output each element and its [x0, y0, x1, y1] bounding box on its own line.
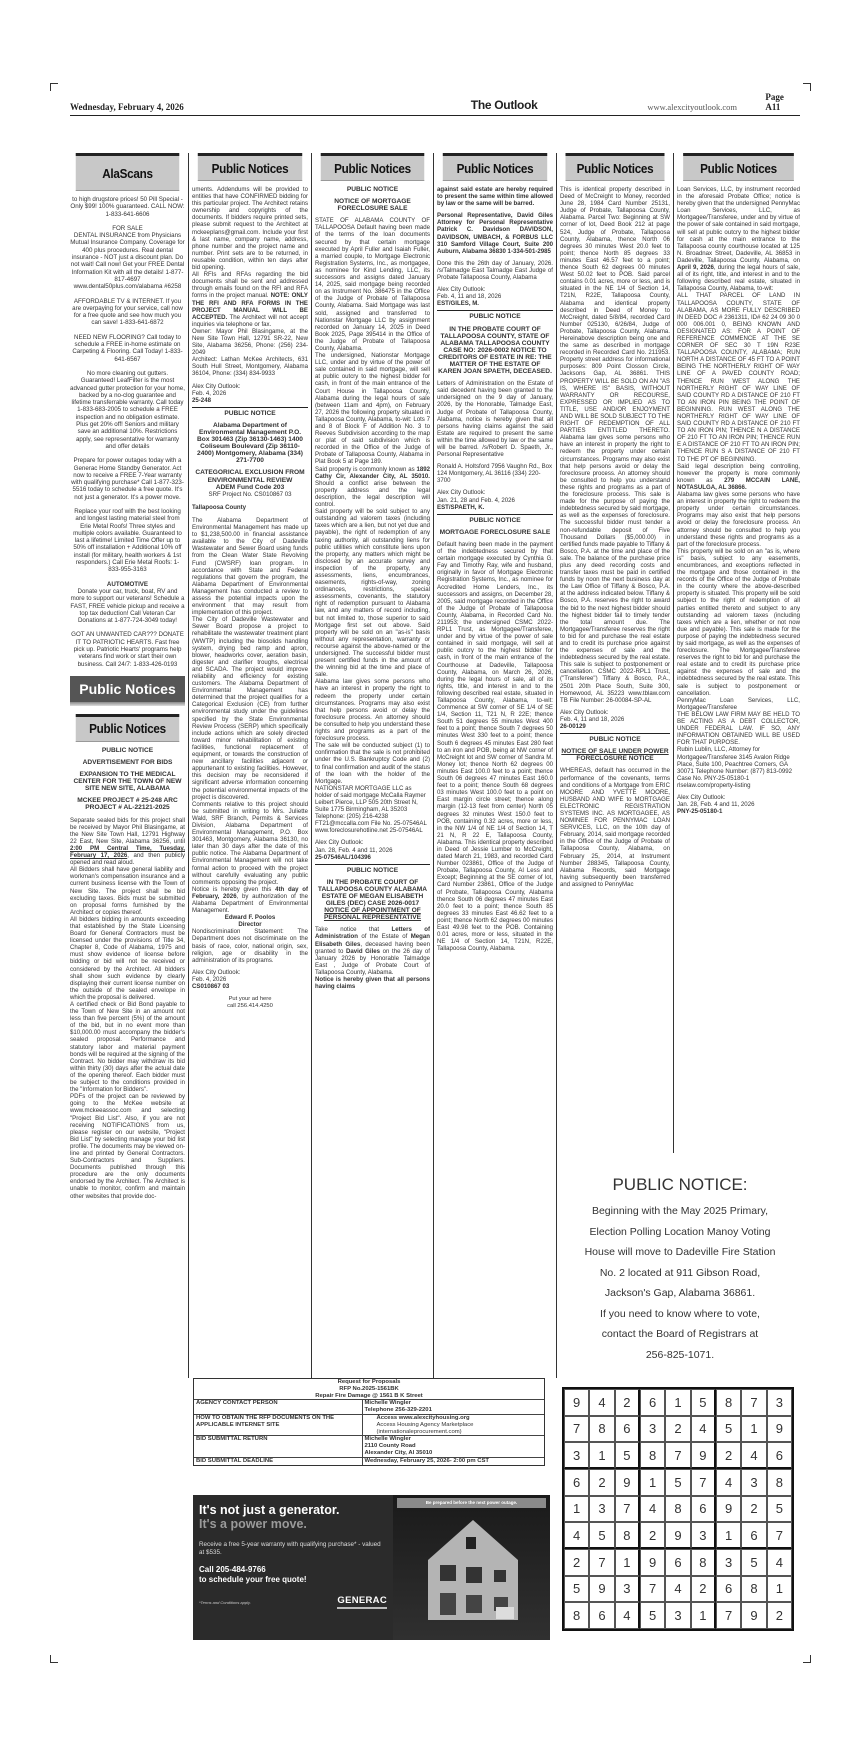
notice-text: Said property will be sold subject to any outstanding ad valorem taxes (including taxes which are a lien, but not yet due and payable), the right of redemption of any taxing authority, all outstanding liens for public utilities which constitute liens upon the property, any matters which might be disclosed by an accurate survey and inspection of the property, any assessments, liens, encumbrances, easements, rights-of-way, zoning ordinances, restrictions, special assessments, covenants, the statutory right of redemption pursuant to Alabama law, and any matters of record including, but not limited to, those superior to said Mortgage first set out above. Said property will be sold on an "as-is" basis without any representation, warranty or recourse against the above-named or the undersigned. The successful bidder must present certified funds in the amount of the winning bid at the time and place of sale. — [315, 508, 430, 679]
notice-text: The Architect will not accept inquiries via telephone or fax. — [192, 313, 308, 328]
ad-subheadline: It's a power move. — [199, 1517, 307, 1531]
notice-heading: ADEM Fund Code 203 — [215, 483, 285, 491]
ad-phone: Call 205-484-9766 — [199, 1565, 266, 1574]
sudoku-cell: 8 — [564, 1602, 589, 1629]
divider — [315, 864, 430, 865]
house-ad-phone: call 256.414.4250 — [227, 1003, 273, 1010]
signatory-title: Director — [238, 921, 262, 929]
publication-code: 26-00129 — [560, 723, 586, 731]
notice-heading: EXPANSION TO THE MEDICAL CENTER FOR THE TOWN OF NEW SITE NEW SITE, ALABAMA — [73, 771, 182, 793]
sudoku-cell: 8 — [691, 1549, 716, 1576]
sudoku-cell: 3 — [691, 1522, 716, 1549]
sudoku-cell: 7 — [640, 1576, 665, 1603]
sudoku-solution-grid — [562, 1387, 794, 1631]
issue-date: Wednesday, February 4, 2026 — [70, 102, 184, 112]
sudoku-cell: 3 — [589, 1496, 614, 1523]
rfp-value-line: 2110 County Road — [364, 1443, 416, 1450]
masthead — [70, 92, 800, 116]
rfp-value-line: Michelle Wingler — [364, 1400, 411, 1407]
sudoku-cell: 9 — [767, 1416, 792, 1443]
notice-kicker: PUBLIC NOTICE — [589, 736, 641, 744]
notice-text: Loan Services, LLC, by instrument recorded in the aforesaid Probate Office; notice is hereby given that the undersigned PennyMac Loan Services, LLC, as Mortgagee/Transferee, under and by virtue of the power of sale contained in said mortgage, will sell at public outcry to the highest bidder for cash at the main entrance to the Tallapoosa county courthouse located at 125 N. Broadnax Street, Dadeville, AL 36853 in Dadeville, Tallapoosa County, Alabama, on — [677, 186, 800, 264]
crop-mark — [50, 1655, 58, 1663]
sudoku-cell: 4 — [640, 1496, 665, 1523]
rfp-link[interactable]: Access Housing Agency Marketplace (internationaleprocurement.com) — [376, 1421, 474, 1435]
sudoku-cell: 3 — [615, 1576, 640, 1603]
notice-heading: CATEGORICAL EXCLUSION FROM ENVIRONMENTAL REVIEW — [195, 469, 305, 484]
sudoku-cell: 9 — [615, 1469, 640, 1496]
crop-mark — [50, 83, 58, 91]
election-line: If you need to know where to vote, — [600, 1307, 760, 1320]
owner-info: Owner: Mayor Phil Blasingame, at the New Site Town Hall, 12791 SR-22, New Site, Alabama 36256, Phone: (256) 234-2049 — [192, 327, 308, 357]
section-header-public-notices: Public Notices — [76, 714, 180, 742]
notice-heading: IN THE PROBATE COURT OF TALLAPOOSA COUNTY ALABAMA ESTATE OF MEGAN ELISABETH GILES (DEC) CASE 2026-0017 — [317, 878, 428, 908]
notice-text: All RFIs and RFAs regarding the bid documents shall be sent and addressed through emails found on the RFI and RFA forms in the project manual. — [192, 271, 308, 300]
column-alascans — [70, 153, 185, 1653]
table-row — [194, 1457, 544, 1464]
notice-text: David Giles — [345, 947, 381, 955]
publication-code: EST/GILES, M. — [437, 300, 479, 308]
divider — [437, 514, 553, 515]
publication-label: Alex City Outlook: — [677, 793, 726, 801]
column-public-notices-2 — [192, 153, 308, 1378]
sudoku-cell: 8 — [615, 1522, 640, 1549]
sudoku-cell: 6 — [589, 1602, 614, 1629]
crop-mark — [803, 1655, 811, 1663]
notice-date: 4th day of February, 2026 — [192, 885, 308, 900]
notice-heading: NOTICE OF APPOINTMENT OF PERSONAL REPRESENTATIVE — [323, 907, 422, 922]
ad-tagline: Be prepared before the next power outage. — [397, 1498, 546, 1508]
sudoku-cell: 6 — [564, 1469, 589, 1496]
section-header-alascans: AlaScans — [76, 153, 180, 191]
alascans-classifieds — [70, 196, 185, 668]
sudoku-cell: 6 — [716, 1576, 741, 1603]
election-line: contact the Board of Registrars at — [601, 1328, 759, 1340]
publication-label: Alex City Outlook: — [192, 968, 241, 976]
srf-project: SRF Project No. CS010867 03 — [208, 490, 292, 498]
sudoku-cell: 1 — [564, 1496, 589, 1523]
publication-code: 25-248 — [192, 396, 211, 404]
sudoku-cell: 1 — [640, 1469, 665, 1496]
election-notice — [560, 1175, 800, 1365]
sudoku-cell: 7 — [767, 1522, 792, 1549]
sudoku-cell: 4 — [564, 1522, 589, 1549]
attorney-info: Ronald A. Holtsford 7956 Vaughn Rd., Box 124 Montgomery, AL 36116 (334) 220-3700 — [437, 463, 553, 485]
sudoku-cell: 2 — [767, 1602, 792, 1629]
publication-dates: Jan. 21, 28 and Feb. 4, 2026 — [437, 496, 515, 504]
rfp-link[interactable]: Access www.alexcityhousing.org — [376, 1414, 470, 1421]
sudoku-cell: 9 — [589, 1576, 614, 1603]
sudoku-cell: 4 — [691, 1416, 716, 1443]
notice-text: The Alabama Department of Environmental Management has made up to $1,238,500.00 in financial assistance available to the City of Dadeville Wastewater and Sewer Board using funds from the Clean Water State Revolving Fund (CWSRF) loan program. In accordance with State and Federal regulations that govern the program, the Alabama Department of Environmental Management has conducted a review to assess the potential impacts upon the environment that may result from implementation of this project. — [192, 516, 308, 617]
section-header-public-notices: Public Notices — [566, 153, 665, 181]
notice-text: Megan Elisabeth Giles — [315, 933, 430, 948]
publication-dates: Feb. 4, 11 and 18, 2026 — [437, 293, 502, 301]
publication-label: Alex City Outlook: — [315, 839, 364, 847]
property-address: 279 MCCAIN LANE, NOTASULGA, AL 36866. — [677, 476, 800, 491]
sudoku-cell: 6 — [691, 1496, 716, 1523]
notice-text: The sale will be conducted subject (1) to confirmation that the sale is not prohibited under the U.S. Bankruptcy Code and (2) to final confirmation and audit of the status of the loan with the holder of the Mortgage. — [315, 742, 430, 785]
sudoku-cell: 7 — [615, 1496, 640, 1523]
sudoku-cell: 5 — [564, 1576, 589, 1603]
election-notice-title: PUBLIC NOTICE: — [612, 1175, 748, 1194]
classified-ad: Prepare for power outages today with a Generac Home Standby Generator. Act now to receive a FREE 7-Year warranty with qualifying purchase* Call 1-877-323-5516 today to schedule a free quote. It's not just a generator. It's a power move. — [71, 457, 184, 501]
notice-kicker: PUBLIC NOTICE — [346, 186, 399, 193]
column-divider — [673, 153, 674, 1153]
sudoku-cell: 2 — [716, 1442, 741, 1469]
notice-text: A certified check or Bid Bond payable to the Town of New Site in an amount not less than five percent (5%) of the amount of the bid, but in no event more than $10,000.00 must accompany the bidder's sealed proposal. Performance and statutory labor and material payment bonds will be required at the signing of the Contract. No bidder may withdraw its bid within thirty (30) days after the actual date of the opening thereof. Each bidder must be subject to the conditions provided in the "Information for Bidders". — [70, 1001, 185, 1094]
notice-heading: Alabama Department of Environmental Management P.O. Box 301463 (Zip 36130-1463) 1400 Coliseum Boulevard (Zip 36110-2400) Montgomery, Alabama (334) 271-7700 — [197, 421, 303, 465]
ad-headline: It's not just a generator. — [199, 1503, 340, 1517]
sudoku-cell: 3 — [564, 1442, 589, 1469]
house-image-icon — [418, 1515, 528, 1625]
crop-mark — [803, 83, 811, 91]
sudoku-cell: 8 — [665, 1496, 690, 1523]
notice-column-body — [560, 186, 670, 888]
sudoku-cell: 9 — [741, 1602, 766, 1629]
sudoku-cell: 5 — [640, 1602, 665, 1629]
publication-dates: Jan. 28, Feb. 4 and 11, 2026 — [315, 846, 393, 854]
publication-label: Alex City Outlook: — [192, 382, 241, 390]
notice-text: Default having been made in the payment of the indebtedness secured by that certain mortgage executed by Cynthia G. Fay and Timothy Ray, wife and husband, originally in favor of Mortgage Electronic Registration Systems, Inc., as nominee for Accredited Home Lenders, Inc., its successors and assigns, on December 28, 2005, said mortgage recorded in the Office of the Judge of Probate of Tallapoosa County, Alabama, in Recorded Card No. 211953; the undersigned CSMC 2022-RPL1 Trust, as Mortgagee/Transferee, under and by virtue of the power of sale contained in said mortgage, will sell at public outcry to the highest bidder for cash, in front of the main entrance of the Courthouse at Dadeville, Tallapoosa County, Alabama, on March 26, 2026, during the legal hours of sale, all of its rights, title, and interest in and to the following described real estate, situated in Tallapoosa County, Alabama, to-wit: Commence at SW corner of SE 1/4 of SE 1/4, Section 11, T21 N, R 22E; thence South 51 degrees 55 minutes West 400 feet to a point; thence South 7 degrees 50 minutes West 330 feet to a point; thence South 6 degrees 45 minutes East 280 feet to an iron and POB, being at NW corner of McCreight lot and SW corner of Sandra M. Money lot; thence North 62 degrees 00 minutes East 100.0 feet to a point; thence South 06 degrees 47 minutes East 160.0 feet to a point; thence South 68 degrees 03 minutes West 100.0 feet to a point on East margin circle street; thence along margin (12-13 feet from center) North 05 degrees 32 minutes West 150.0 feet to POB, containing 0.32 acres, more or less, in the NW 1/4 of NE 1/4 of Section 14, T 21 N, R 22 E, Tallapoosa County, Alabama. This identical property described in Deed of Jessie Lumber to McCreight, dated March 21, 1983, and recorded Card Number 023861, Office of the Judge of Probate, Tallapoosa County, Al Less and Except; Beginning at the SE corner of lot, Card Number 23861, Office of the Judge of Probate, Tallapoosa County, Alabama thence South 06 degrees 47 minutes East 20.0 feet to a point; thence South 85 degrees 33 minutes East 46.62 feet to a point; thence North 62 degrees 00 minutes East 49.98 feet to the POB. Containing 0.01 acres, more or less, situated in the NE 1/4 of Section 14, T21N, R22E, Tallapoosa County, Alabama. — [437, 540, 553, 953]
sudoku-cell: 9 — [640, 1549, 665, 1576]
notice-text: , by authorization of the Alabama Department of Environmental Management. — [192, 892, 308, 915]
notice-text: Should a conflict arise between the property address and the legal description, the legal description will control. — [315, 479, 430, 509]
sudoku-cell: 1 — [767, 1576, 792, 1603]
notice-text: Said legal description being controlling, however the property is more commonly known as — [677, 462, 800, 484]
column-public-notices-4 — [437, 153, 553, 1378]
sudoku-cell: 7 — [691, 1469, 716, 1496]
notice-text: This is identical property described in Deed of McCreight to Money, recorded June 28, 1984 Card Number 25131, Judge of Probate, Tallapoosa County, Alabama. Parcel Two: Beginning at SW corner of lot, Deed Book 212 at page 524, Judge of Probate, Tallapoosa County, Alabama, thence North 06 degrees 30 minutes West 20.0 feet to point; thence North 85 degrees 33 minutes East 46.57 feet to a point; thence South 62 degrees 00 minutes West 50.02 feet to POB. Said parcel contains 0.01 acres, more or less, and is situated in the NE 1/4 of Section 14, T21N, R22E, Tallapoosa County, Alabama and identical property described in Deed of Money to McCreight, dated 5/8/84, recorded Card Number 025130, 6/26/84, Judge of Probate, Tallapoosa County, Alabama. Hereinabove description being one and the same as described in mortgage recorded in Recorded Card No. 211953. Property street address for informational purposes: 809 Point Closson Circle, Jacksons Gap, AL 36861. THIS PROPERTY WILL BE SOLD ON AN "AS IS, WHERE IS" BASIS, WITHOUT WARRANTY OR RECOURSE, EXPRESSED OR IMPLIED AS TO TITLE, USE AND/OR ENJOYMENT AND WILL BE SOLD SUBJECT TO THE RIGHT OF REDEMPTION OF ALL PARTIES ENTITLED THERETO. Alabama law gives some persons who have an interest in property the right to redeem the property under certain circumstances. Programs may also exist that help persons avoid or delay the foreclosure process. An attorney should be consulted to help you understand these rights and programs as a part of the foreclosure process. This sale is made for the purpose of paying the indebtedness secured by said mortgage, as well as the expenses of foreclosure. The successful bidder must tender a non-refundable deposit of Five Thousand Dollars ($5,000.00) in certified funds made payable to Tiffany & Bosco, P.A. at the time and place of the sale. The balance of the purchase price plus any deed recording costs and transfer taxes must be paid in certified funds by noon the next business day at the Law Office of Tiffany & Bosco, P.A. at the address indicated below. Tiffany & Bosco, P.A. reserves the right to award the bid to the next highest bidder should the highest bidder fail to timely tender the total amount due. The Mortgagee/Transferee reserves the right to bid for and purchase the real estate and to credit its purchase price against the expenses of sale and the indebtedness secured by the real estate. This sale is subject to postponement or cancellation. CSMC 2022-RPL1 Trust, ("Transferee") Tiffany & Bosco, P.A., 2501 20th Place South, Suite 300, Homewood, AL 35223 www.tblaw.com TB File Number: 26-00084-SP-AL — [560, 186, 670, 704]
notice-text: Nondiscrimination Statement: The Department does not discriminate on the basis of race, color, national origin, sex, religion, age or disability in the administration of its programs. — [192, 928, 308, 964]
notice-column-body — [437, 186, 553, 952]
classified-ad: DENTAL INSURANCE from Physicians Mutual Insurance Company. Coverage for 400 plus procedures. Real dental insurance - NOT just a discount plan. Do not wait! Call now! Get your FREE Dental Information Kit with all the details! 1-877-817-4697 www.dental50plus.com/alabama #6258 — [70, 232, 185, 291]
election-line: House will move to Dadeville Fire Station — [584, 1246, 776, 1258]
sudoku-cell: 2 — [640, 1522, 665, 1549]
rfp-label: BID SUBMITTAL DEADLINE — [194, 1457, 362, 1464]
notice-heading: ADVERTISEMENT FOR BIDS — [82, 759, 173, 767]
classified-heading: FOR SALE — [112, 224, 143, 232]
sudoku-cell: 9 — [691, 1442, 716, 1469]
classified-heading: AUTOMOTIVE — [106, 580, 149, 588]
classified-ad: AFFORDABLE TV & INTERNET. If you are overpaying for your service, call now for a free quote and see how much you can save! 1-833-641-6872 — [72, 297, 183, 327]
notice-text: All bidders bidding in amounts exceeding that established by the State Licensing Board for General Contractors must be licensed under the provisions of Title 34, Chapter 8, Code of Alabama, 1975 and must show evidence of license before bidding or bid will not be received or considered by the Architect. All bidders shall show such evidence by clearly displaying their current license number on the outside of the sealed envelope in which the proposal is delivered. — [70, 915, 185, 1001]
section-header-public-notices: Public Notices — [443, 153, 547, 181]
sudoku-cell: 5 — [741, 1549, 766, 1576]
publication-code: CS010867 03 — [192, 983, 230, 991]
notice-heading: NOTICE OF SALE UNDER POWER — [561, 748, 669, 756]
rfp-value — [362, 1436, 544, 1457]
generac-logo: GENERAC — [337, 1595, 387, 1609]
rfp-project: Repair Fire Damage @ 1561 B K Street — [315, 1392, 423, 1399]
notice-text: , deceased having been granted to — [315, 940, 430, 955]
sudoku-cell: 1 — [741, 1416, 766, 1443]
classified-ad: No more cleaning out gutters. Guaranteed! LeafFilter is the most advanced gutter protection for your home, backed by a no-clog guarantee and lifetime transferrable warranty. Call today 1-833-683-2005 to schedule a FREE inspection and no obligation estimate. Plus get 20% off! Seniors and military save an additional 10%. Restrictions apply, see representative for warranty and offer details — [70, 369, 185, 450]
sudoku-cell: 2 — [589, 1469, 614, 1496]
sudoku-cell: 1 — [691, 1602, 716, 1629]
notice-heading: FORECLOSURE NOTICE — [576, 755, 654, 763]
notice-text: Comments relative to this project should be submitted in writing to Mrs. Juliette Wald, SRF Branch, Permits & Services Division, Alabama Department of Environmental Management, P.O. Box 301463, Montgomery, Alabama 36130, no later than 30 days after the date of this public notice. The Alabama Department of Environmental Management will not take formal action to proceed with the project without carefully evaluating any public comments opposing the project. — [192, 800, 308, 886]
sudoku-cell: 4 — [615, 1602, 640, 1629]
classified-ad: GOT AN UNWANTED CAR??? DONATE IT TO PATRIOTIC HEARTS. Fast free pick up. Patriotic Hearts' programs help veterans find work or start their own business. Call 24/7: 1-833-426-0193 — [71, 631, 184, 668]
notice-text: The City of Dadeville Wastewater and Sewer Board propose a project to rehabilitate the wastewater treatment plant (WWTP) including the biosolids handling system, drying bed ramp and apron, blower, headworks cover, aeration basin, digester and clarifier troughs, electrical and SCADA. The project would improve reliability and efficiency for existing customers. The Alabama Department of Environmental Management has determined that the project qualifies for a Categorical Exclusion (CE) from further environmental study under the guidelines specified by the State Environmental Review Process (SERP) which specifically include actions which are solely directed toward minor rehabilitation of existing facilities, functional replacement of equipment, or towards the construction of new ancillary facilities adjacent or appurtenant to existing facilities. However, this decision may be reconsidered if significant adverse information concerning the potential environmental impacts of the project is discovered. — [192, 616, 308, 801]
section-header-public-notices: Public Notices — [321, 153, 425, 181]
signatory-name: Edward F. Poolos — [224, 914, 276, 922]
publication-dates: Feb. 4, 2026 — [192, 389, 227, 397]
notice-text: Separate sealed bids for this project shall be received by Mayor Phil Blasingame, at the New Site Town Hall, 12791 Highway 22 East, New Site, Alabama 36256, until — [70, 816, 185, 845]
publication-label: Alex City Outlook: — [437, 489, 486, 497]
sudoku-cell: 1 — [589, 1442, 614, 1469]
notice-column-body — [677, 186, 800, 815]
election-line: Election Polling Location Manoy Voting — [589, 1225, 771, 1238]
rfp-table — [194, 1399, 544, 1464]
sudoku-cell: 5 — [691, 1389, 716, 1416]
sudoku-cell: 7 — [716, 1602, 741, 1629]
column-divider — [311, 153, 312, 1378]
rfp-value — [362, 1400, 544, 1415]
notice-column-body — [192, 186, 308, 1010]
rfp-number: RFP No.2025-1561BK — [339, 1385, 399, 1392]
publication-label: Alex City Outlook: — [437, 286, 486, 294]
paper-url[interactable]: www.alexcityoutlook.com — [647, 102, 737, 112]
divider — [560, 733, 670, 734]
notice-text: Alabama law gives some persons who have an interest in property the right to redeem the property under certain circumstances. Programs may also exist that help persons avoid or delay the foreclosure process. An attorney should be consulted to help you understand these rights and programs as a part of the foreclosure process. — [315, 678, 430, 743]
sudoku-cell: 2 — [741, 1496, 766, 1523]
architect-info: Architect: Lathan McKee Architects, 631 South Hull Street, Montgomery, Alabama 36104, Phone: (334) 834-9933 — [192, 356, 308, 378]
notice-subheading: Tallapoosa County — [192, 503, 247, 511]
notice-kicker: PUBLIC NOTICE — [469, 313, 521, 321]
sudoku-cell: 3 — [741, 1469, 766, 1496]
divider — [437, 310, 553, 311]
sudoku-cell: 1 — [716, 1522, 741, 1549]
rfp-title: Request for Proposals — [337, 1379, 401, 1385]
notice-signature: NATIONSTAR MORTGAGE LLC as holder of said mortgage McCalla Raymer Leibert Pierce, LLP 505 20th Street N, Suite 1775 Birmingham, AL 35203 Telephone: (205) 216-4238 FT21@mccalla.com File No. 25-07546AL www.foreclosurehotline.net 25-07546AL — [315, 784, 427, 835]
page-number: Page A11 — [765, 92, 784, 112]
generac-ad-copy — [193, 1495, 393, 1640]
sudoku-cell: 6 — [665, 1549, 690, 1576]
notice-text: THE BELOW LAW FIRM MAY BE HELD TO BE ACTING AS A DEBT COLLECTOR, UNDER FEDERAL LAW. IF SO, ANY INFORMATION OBTAINED WILL BE USED FOR THAT PURPOSE. — [677, 710, 800, 747]
classified-ad: NEED NEW FLOORING? Call today to schedule a FREE in-home estimate on Carpeting & Flooring. Call Today! 1-833-641-6567 — [72, 333, 183, 363]
section-header-public-notices: Public Notices — [683, 153, 794, 181]
sudoku-cell: 4 — [716, 1469, 741, 1496]
sudoku-cell: 5 — [589, 1522, 614, 1549]
notice-text: of the Estate of — [358, 933, 411, 941]
column-public-notices-3 — [315, 153, 430, 1375]
sudoku-cell: 2 — [665, 1416, 690, 1443]
sudoku-cell: 8 — [640, 1442, 665, 1469]
notice-text: uments. Addendums will be provided to entities that have CONFIRMED bidding for this particular project. The Architect retains ownership and copyrights of the documents. If bidders require printed sets, please submit request to the Architect at mckeeplans@gmail.com. Include your first & last name, company name, address, phone number and the project name and number. Print sets are to be returned, in reusable condition, within ten days after bid opening. — [192, 186, 308, 272]
sudoku-cell: 9 — [665, 1522, 690, 1549]
sudoku-cell: 6 — [741, 1522, 766, 1549]
bid-deadline: 2:00 PM Central Time, Tuesday, February 17, 2026 — [70, 844, 185, 860]
election-line: Beginning with the May 2025 Primary, — [591, 1205, 769, 1217]
sudoku-cell: 3 — [767, 1389, 792, 1416]
property-address: 1892 Cathy Cir, Alexander City, AL 35010. — [315, 465, 430, 480]
notice-text: Letters of Administration on the Estate of said decedent having been granted to the undersigned on the 9 day of January, 2026, by the Honorable, Talmadge East, Judge of Probate of Tallapoosa County, Alabama, notice is hereby given that all persons having claims against the said Estate are required to present the same within the time allowed by law or the same will be barred. /s/Robert D. Spaeth, Jr., Personal Representative — [437, 380, 553, 459]
election-phone: 256-825-1071. — [645, 1348, 715, 1361]
column-divider — [433, 153, 434, 1378]
notice-kicker: PUBLIC NOTICE — [224, 409, 276, 417]
notice-text: , during the legal hours of sale, all of its right, title, and interest in and to the following described real estate, situated in Tallapoosa County, Alabama, to-wit: — [677, 264, 800, 293]
publication-code: 25-07546AL/104396 — [315, 853, 371, 861]
sale-date: April 9, 2026 — [677, 264, 714, 272]
paper-title: The Outlook — [470, 98, 538, 112]
rfp-label: BID SUBMITTAL RETURN — [194, 1436, 362, 1457]
rfp-value-line: Michelle Wingler — [364, 1436, 411, 1443]
column-divider — [188, 153, 189, 1378]
notice-text: Said property is commonly known as — [315, 465, 417, 473]
publication-label: Alex City Outlook: — [560, 708, 609, 716]
election-line: Jackson's Gap, Alabama 36861. — [604, 1287, 756, 1299]
rfp-label: AGENCY CONTACT PERSON — [194, 1400, 362, 1415]
sudoku-cell: 1 — [615, 1549, 640, 1576]
notice-text: Notice is hereby given that all persons having claims — [315, 976, 430, 991]
notice-heading: IN THE PROBATE COURT OF TALLAPOOSA COUNTY, STATE OF ALABAMA TALLAPOOSA COUNTY CASE NO: 2026-0002 NOTICE TO CREDITORS OF ESTATE IN RE: THE MATTER OF THE ESTATE OF KAREN JOAN SPAETH, DECEASED. — [438, 325, 552, 376]
sudoku-cell: 1 — [665, 1389, 690, 1416]
notice-bids-new-site — [70, 747, 185, 1200]
table-row — [194, 1400, 544, 1415]
ad-photo — [393, 1495, 550, 1640]
sudoku-cell: 6 — [615, 1416, 640, 1443]
ad-cta: to schedule your free quote! — [199, 1575, 307, 1584]
notice-heading: MORTGAGE FORECLOSURE SALE — [439, 528, 551, 536]
notice-text: All Bidders shall have general liability and workman's compensation insurance and a current business license with the Town of New Site. The project shall be bid excluding taxes. Bids must be submitted on proposal forms furnished by the Architect or copies thereof. — [70, 866, 185, 916]
attorney-info: Rubin Lublin, LLC, Attorney for Mortgagee/Transferee 3145 Avalon Ridge Place, Suite 100, Peachtree Corners, GA 30071 Telephone Number: (877) 813-0992 Case No. PNY-25-05180-1 rlselaw.com/property-listing — [677, 746, 793, 789]
publication-code: EST/SPAETH, K. — [437, 503, 485, 511]
notice-column-body — [315, 186, 430, 990]
sudoku-cell: 3 — [640, 1416, 665, 1443]
notice-text: Done this the 26th day of January, 2026. /s/Talmadge East Talmadge East Judge of Probate Tallapoosa County, Alabama — [437, 259, 553, 282]
sudoku-cell: 6 — [640, 1389, 665, 1416]
sudoku-cell: 6 — [767, 1442, 792, 1469]
rfp-notice — [193, 1378, 545, 1466]
sudoku-cell: 2 — [615, 1389, 640, 1416]
notice-text: STATE OF ALABAMA COUNTY OF TALLAPOOSA Default having been made of the terms of the loan documents secured by that certain mortgage executed by April Fuller and Isaiah Fuller, a married couple, to Mortgage Electronic Registration Systems, Inc., as mortgagee, as nominee for Kind Lending, LLC, its successors and assigns dated January 14, 2025, said mortgage being recorded on as Instrument No. 386475 in the Office of the Judge of Probate of Tallapoosa County, Alabama. Said Mortgage was last sold, assigned and transferred to Nationstar Mortgage LLC by assignment recorded on January 14, 2025 in Deed Book 2025, Page 395414 in the Office of the Judge of Probate of Tallapoosa County, Alabama. — [315, 217, 430, 352]
sudoku-cell: 8 — [741, 1576, 766, 1603]
notice-text: Letters of Administration — [315, 926, 430, 941]
notice-heading: NOTICE OF MORTGAGE FORECLOSURE SALE — [334, 198, 411, 213]
notice-kicker: PUBLIC NOTICE — [346, 866, 399, 874]
sudoku-cell: 3 — [665, 1602, 690, 1629]
publication-dates: Feb. 4, 2026 — [192, 975, 227, 983]
election-line: No. 2 located at 911 Gibson Road, — [599, 1266, 761, 1279]
classified-ad: Replace your roof with the best looking and longest lasting material steel from Erie Metal Roofs! Three styles and multiple colors available. Guaranteed to last a lifetime! Limited Time Offer up to 50% off installation + Additional 10% off install (for military, health workers & 1st responders.) Call Erie Metal Roofs: 1-833-955-3163 — [73, 507, 182, 574]
notice-text: Notice is hereby given this — [192, 885, 276, 893]
sudoku-cell: 8 — [716, 1389, 741, 1416]
sudoku-cell: 3 — [716, 1549, 741, 1576]
ad-offer: Receive a free 5-year warranty with qualifying purchase* - valued at $535. — [199, 1541, 381, 1556]
sudoku-cell: 7 — [564, 1416, 589, 1443]
house-ad-line: Put your ad here — [228, 996, 272, 1003]
rfp-value-line: Alexander City, Al 35010 — [364, 1449, 433, 1456]
section-header-public-notices: Public Notices — [198, 153, 302, 181]
sudoku-cell: 8 — [767, 1469, 792, 1496]
column-divider — [556, 153, 557, 1378]
sudoku-cell: 7 — [741, 1389, 766, 1416]
sudoku-cell: 2 — [564, 1549, 589, 1576]
sudoku-cell: 7 — [665, 1442, 690, 1469]
sudoku-cell: 4 — [767, 1549, 792, 1576]
classified-ad: Donate your car, truck, boat, RV and more to support our veterans! Schedule a FAST, FREE vehicle pickup and receive a top tax deduction! Call Veteran Car Donations at 1-877-724-3049 today! — [70, 587, 185, 625]
sudoku-cell: 5 — [665, 1469, 690, 1496]
sudoku-cell: 8 — [589, 1416, 614, 1443]
rfp-label: HOW TO OBTAIN THE RFP DOCUMENTS ON THE APPLICABLE INTERNET SITE — [194, 1414, 362, 1435]
notice-kicker: PUBLIC NOTICE — [469, 516, 521, 524]
sudoku-cell: 7 — [589, 1549, 614, 1576]
table-row — [194, 1414, 544, 1435]
table-row — [194, 1436, 544, 1457]
rfp-value — [362, 1414, 544, 1435]
notice-text: on the 26 day of January 2026 by Honorable Talmadge East , Judge of Probate Court of Tallapoosa County, Alabama. — [315, 947, 430, 976]
sudoku-cell: 4 — [589, 1389, 614, 1416]
notice-text: Take notice that — [315, 926, 392, 934]
rfp-value-line: Telephone 256-329-2201 — [364, 1407, 432, 1414]
classified-ad: to high drugstore prices! 50 Pill Special - Only $99! 100% guaranteed. CALL NOW: 1-833-641-6606 — [70, 196, 185, 218]
publication-code: PNY-25-05180-1 — [677, 808, 723, 816]
public-notices-banner: Public Notices — [70, 676, 185, 702]
notice-text: PDFs of the project can be reviewed by going to the McKee website at www.mckeeassoc.com and selecting "Project Bid List". Also, if you are not receiving NOTIFICATIONS from us, please register on our website, "Project Bid List" by selecting manage your bid list profile. The documents may be viewed on-line and printed by General Contractors. Sub-Contractors and Suppliers. Documents published through this procedure are the only documents endorsed by the Architect. The Architect is unable to monitor, confirm and maintain other websites that provide doc- — [70, 1093, 185, 1200]
notice-heading: MCKEE PROJECT # 25-248 ARC PROJECT # AL-22121-2025 — [77, 797, 178, 812]
sudoku-cell: 5 — [615, 1442, 640, 1469]
publication-dates: Feb. 4, 11 and 18, 2026 — [560, 715, 625, 723]
divider — [192, 407, 308, 408]
sudoku-cell: 4 — [741, 1442, 766, 1469]
notice-text: Alabama law gives some persons who have an interest in property the right to redeem the property under certain circumstances. Programs may also exist that help persons avoid or delay the foreclosure process. An attorney should be consulted to help you understand these rights and programs as a part of the foreclosure process. — [677, 491, 800, 548]
notice-kicker: PUBLIC NOTICE — [101, 746, 154, 754]
column-public-notices-6 — [677, 153, 800, 1153]
notice-text: This property will be sold on an "as is, where is" basis, subject to any easements, encumbrances, and exceptions reflected in the mortgage and those contained in the records of the Office of the Judge of Probate in the county where the above-described property is situated. This property will be sold subject to the right of redemption of all parties entitled thereto and subject to any outstanding ad valorem taxes (including taxes which are a lien, whether or not now due and payable). This sale is made for the purpose of paying the indebtedness secured by said mortgage, as well as the expenses of foreclosure. The Mortgagee/Transferee reserves the right to bid for and purchase the real estate and to credit its purchase price against the expenses of sale and the indebtedness secured by the real estate. This sale is subject to postponement or cancellation. — [677, 547, 800, 697]
sudoku-cell: 9 — [716, 1496, 741, 1523]
sudoku-cell: 2 — [691, 1576, 716, 1603]
generac-ad[interactable] — [193, 1495, 550, 1640]
sudoku-cell: 5 — [716, 1416, 741, 1443]
notice-text: against said estate are hereby required to present the same within time allowed by law or the same will be barred. — [437, 186, 553, 208]
sudoku-cell: 4 — [665, 1576, 690, 1603]
notice-text: The undersigned, Nationstar Mortgage LLC, under and by virtue of the power of sale contained in said mortgage, will sell at public outcry to the highest bidder for cash, in front of the main entrance of the Court House in Tallapoosa County, Alabama during the legal hours of sale (between 11am and 4pm), on February 27, 2026 the following property situated in Tallapoosa County, Alabama, to-wit: Lots 7 and 8 of Block F of Addition No. 3 to Reeves Subdivision according to the map or plat of said subdivision which is recorded in the Office of the Judge of Probate of Tallapoosa County, Alabama in Plat Book 5 at Page 189. — [315, 352, 430, 466]
sudoku-cell: 9 — [564, 1389, 589, 1416]
rfp-value — [362, 1457, 544, 1464]
rfp-value-line: Wednesday, February 25, 2026- 2:00 pm CST — [364, 1457, 490, 1464]
publication-dates: Jan. 28, Feb. 4 and 11, 2026 — [677, 801, 755, 809]
notice-text: PennyMac Loan Services, LLC, Mortgagee/Transferee — [677, 696, 800, 711]
ad-terms: *Terms and Conditions apply. — [199, 1599, 251, 1605]
notice-text: NOTE: ONLY THE RFI AND RFA FORMS IN THE PROJECT MANUAL WILL BE ACCEPTED. — [192, 292, 308, 321]
sudoku-cell: 5 — [767, 1496, 792, 1523]
legal-description: ALL THAT PARCEL OF LAND IN TALLAPOOSA COUNTY, STATE OF ALABAMA, AS MORE FULLY DESCRIBED IN DEED DOC # 2361311, ID# 62 24 09 30 0 000 006.001 0, BEING KNOWN AND DESIGNATED AS: FOR A POINT OF REFERENCE COMMENCE AT THE SE CORNER OF SEC 30 T 19N R23E TALLAPOOSA COUNTY, ALABAMA; RUN NORTH A DISTANCE OF 45 FT TO A POINT BEING THE NORTHERLY RIGHT OF WAY LINE OF A PAVED COUNTY ROAD; THENCE RUN WEST ALONG THE NORTHERLY RIGHT OF WAY LINE OF SAID COUNTY RD A DISTANCE OF 210 FT TO AN IRON PIN BEING THE POINT OF BEGINNING. RUN WEST ALONG THE NORTHERLY RIGHT OF WAY LINE OF SAID COUNTY RD A DISTANCE OF 210 FT TO AN IRON PIN; THENCE N A DISTANCE OF 210 FT TO AN IRON PIN; THENCE RUN E A DISTANCE OF 210 FT TO AN IRON PIN; THENCE RUN S A DISTANCE OF 210 FT TO THE PT OF BEGINNING. — [677, 292, 800, 463]
notice-text: , and then publicly opened and read aloud. — [70, 852, 185, 867]
house-ad[interactable] — [192, 996, 308, 1010]
notice-text: WHEREAS, default has occurred in the performance of the covenants, terms and conditions of a Mortgage from ERIC MOORE AND YVETTE MOORE, HUSBAND AND WIFE to MORTGAGE ELECTRONIC REGISTRATION SYSTEMS INC. AS MORTGAGEE, AS NOMINEE FOR PENNYMAC LOAN SERVICES, LLC, on the 10th day of February, 2014, said mortgage recorded in the Office of the Judge of Probate of Tallapoosa County, Alabama, on February 25, 2014, at Instrument Number 288345, Tallapoosa County, Alabama Records, said Mortgage having subsequently been transferred and assigned to PennyMac — [560, 767, 670, 888]
notice-signature: Personal Representative, David Giles Attorney for Personal Representative Patrick C. Davidson DAVIDSON, DAVIDSON, UMBACH, & FORBUS LLC 310 Samford Village Court, Suite 200 Auburn, Alabama 36830 1-334-501-2985 — [437, 212, 553, 255]
